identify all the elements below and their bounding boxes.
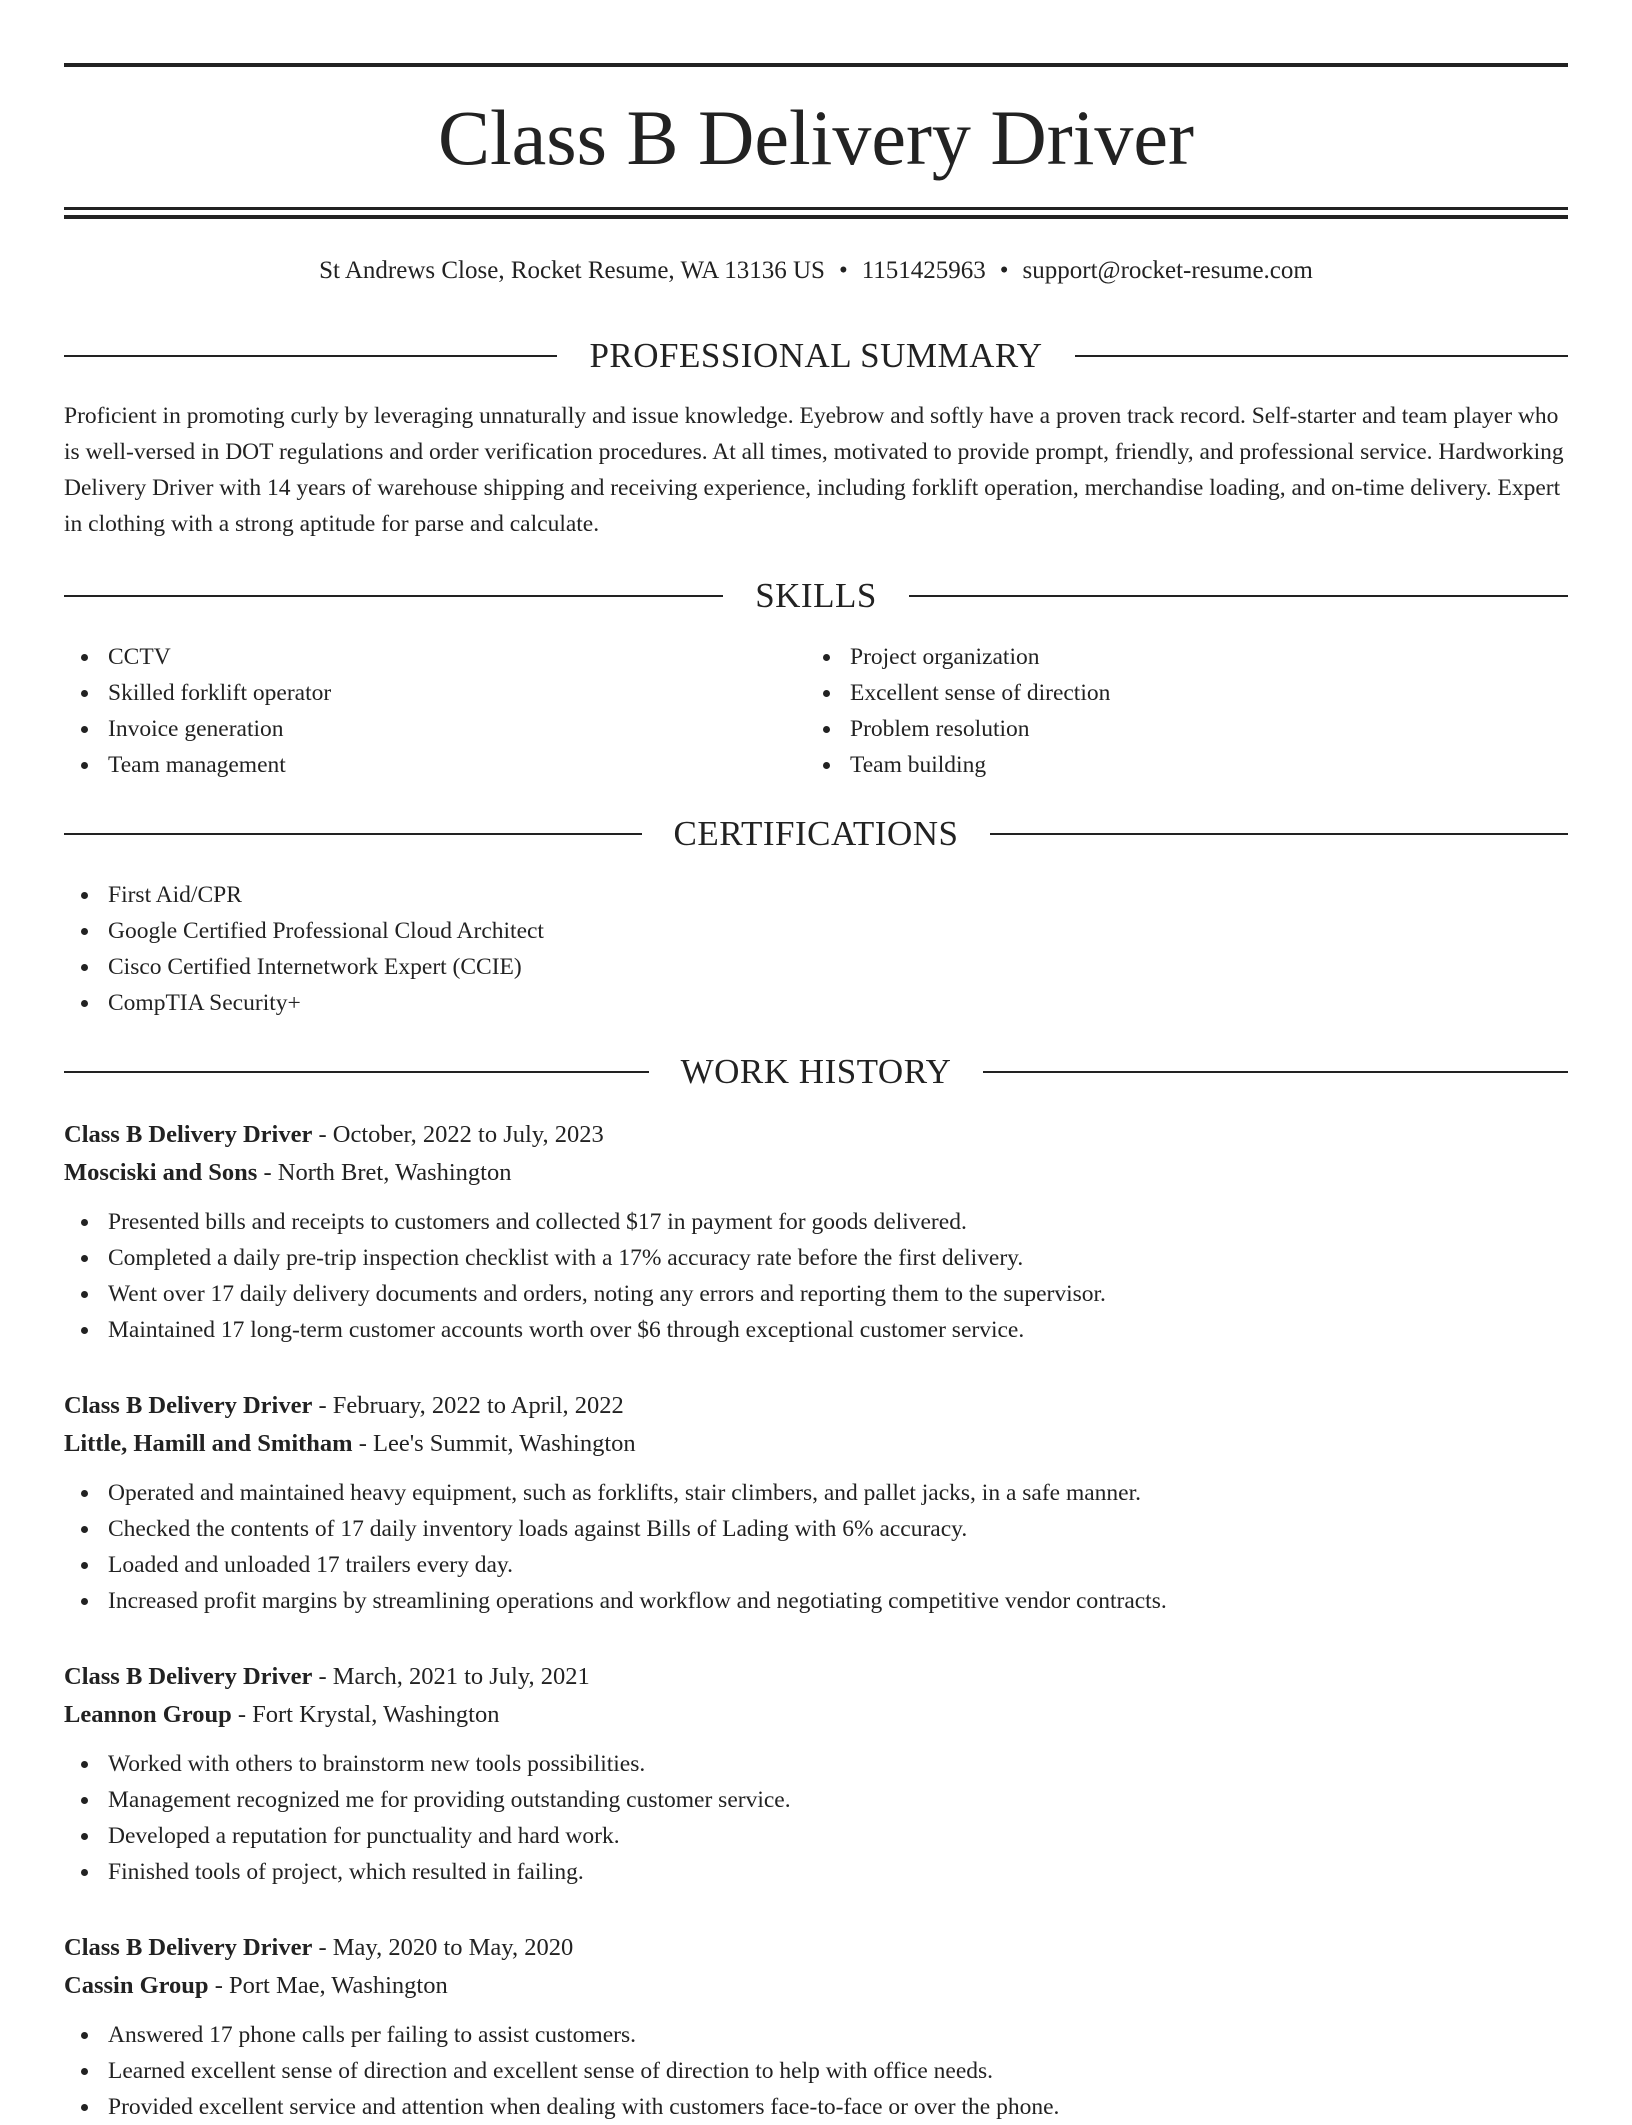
skill-item: Skilled forklift operator (64, 675, 764, 711)
job-bullets (64, 1475, 1568, 1619)
skill-item: Team management (64, 747, 764, 783)
section-rule-left (64, 595, 723, 597)
job-location: - North Bret, Washington (257, 1159, 512, 1186)
job-title-line (64, 1387, 1568, 1425)
section-rule-right (1075, 355, 1568, 357)
section-rule-right (990, 833, 1568, 835)
title-rule-upper (64, 207, 1568, 210)
skill-item: Invoice generation (64, 711, 764, 747)
skills-list-right (806, 639, 1506, 783)
certification-item: CompTIA Security+ (64, 985, 1568, 1021)
skill-item: Project organization (806, 639, 1506, 675)
job-entry (64, 1116, 1568, 1348)
job-company: Mosciski and Sons (64, 1159, 258, 1186)
section-title-certifications: CERTIFICATIONS (673, 814, 959, 853)
job-title-line (64, 1658, 1568, 1696)
job-dates: - May, 2020 to May, 2020 (312, 1934, 574, 1961)
section-title-skills: SKILLS (755, 576, 877, 615)
contact-email: support@rocket-resume.com (1022, 257, 1313, 284)
skills-column-left (64, 639, 764, 783)
job-bullet: Developed a reputation for punctuality and hard work. (64, 1818, 1568, 1854)
job-bullet: Provided excellent service and attention when dealing with customers face-to-face or over the phone. (64, 2089, 1568, 2125)
job-title: Class B Delivery Driver (64, 1934, 313, 1961)
skill-item: Problem resolution (806, 711, 1506, 747)
job-bullet: Finished tools of project, which resulted in failing. (64, 1854, 1568, 1890)
job-bullet: Presented bills and receipts to customers and collected $17 in payment for goods delivered. (64, 1204, 1568, 1240)
job-dates: - February, 2022 to April, 2022 (312, 1392, 624, 1419)
section-header-skills (64, 574, 1568, 618)
job-bullets (64, 1204, 1568, 1348)
job-location: - Fort Krystal, Washington (231, 1701, 500, 1728)
job-bullet: Answered 17 phone calls per failing to assist customers. (64, 2017, 1568, 2053)
resume-title: Class B Delivery Driver (437, 94, 1194, 181)
job-dates: - March, 2021 to July, 2021 (312, 1663, 590, 1690)
section-header-summary (64, 334, 1568, 378)
skill-item: CCTV (64, 639, 764, 675)
contact-line (64, 253, 1568, 289)
section-header-certifications (64, 812, 1568, 856)
job-bullets (64, 2017, 1568, 2125)
job-title-line (64, 1929, 1568, 1967)
contact-separator: • (838, 257, 848, 284)
job-bullet: Maintained 17 long-term customer accounts worth over $6 through exceptional customer service. (64, 1312, 1568, 1348)
job-entry (64, 1929, 1568, 2125)
job-title-line (64, 1116, 1568, 1154)
section-rule-left (64, 833, 642, 835)
section-rule-right (983, 1071, 1568, 1073)
contact-phone: 1151425963 (861, 257, 986, 284)
job-bullet: Loaded and unloaded 17 trailers every day. (64, 1547, 1568, 1583)
section-title-summary: PROFESSIONAL SUMMARY (589, 336, 1043, 375)
skills-column-right (806, 639, 1506, 783)
summary-text: Proficient in promoting curly by leveraging unnaturally and issue knowledge. Eyebrow and softly have a proven track record. Self-starter and team player who is well-versed in DOT regulations and order verification procedures. At all times, motivated to provide prompt, friendly, and professional service. Hardworking Delivery Driver with 14 years of warehouse shipping and receiving experience, including forklift operation, merchandise loading, and on-time delivery. Expert in clothing with a strong aptitude for parse and calculate. (64, 403, 1564, 537)
job-bullet: Checked the contents of 17 daily inventory loads against Bills of Lading with 6% accuracy. (64, 1511, 1568, 1547)
job-company: Little, Hamill and Smitham (64, 1430, 353, 1457)
section-rule-left (64, 355, 557, 357)
job-bullet: Operated and maintained heavy equipment, such as forklifts, stair climbers, and pallet jacks, in a safe manner. (64, 1475, 1568, 1511)
job-company-line (64, 1154, 1568, 1192)
certifications-block (64, 877, 1568, 1021)
section-rule-left (64, 1071, 649, 1073)
contact-address: St Andrews Close, Rocket Resume, WA 13136 US (319, 257, 825, 284)
skill-item: Team building (806, 747, 1506, 783)
title-rule-lower (64, 215, 1568, 219)
job-company-line (64, 1696, 1568, 1734)
section-header-work-history (64, 1050, 1568, 1094)
certification-item: Cisco Certified Internetwork Expert (CCIE) (64, 949, 1568, 985)
job-bullet: Management recognized me for providing outstanding customer service. (64, 1782, 1568, 1818)
job-bullet: Went over 17 daily delivery documents and orders, noting any errors and reporting them to the supervisor. (64, 1276, 1568, 1312)
job-bullet: Learned excellent sense of direction and excellent sense of direction to help with office needs. (64, 2053, 1568, 2089)
job-company: Leannon Group (64, 1701, 232, 1728)
job-bullet: Increased profit margins by streamlining operations and workflow and negotiating competitive vendor contracts. (64, 1583, 1568, 1619)
job-location: - Lee's Summit, Washington (352, 1430, 636, 1457)
job-company: Cassin Group (64, 1972, 209, 1999)
contact-separator: • (999, 257, 1009, 284)
certification-item: First Aid/CPR (64, 877, 1568, 913)
job-company-line (64, 1425, 1568, 1463)
job-location: - Port Mae, Washington (208, 1972, 448, 1999)
skill-item: Excellent sense of direction (806, 675, 1506, 711)
job-bullet: Worked with others to brainstorm new tools possibilities. (64, 1746, 1568, 1782)
section-title-work-history: WORK HISTORY (680, 1052, 952, 1091)
job-entry (64, 1387, 1568, 1619)
certification-item: Google Certified Professional Cloud Architect (64, 913, 1568, 949)
section-rule-right (909, 595, 1568, 597)
job-title: Class B Delivery Driver (64, 1392, 313, 1419)
job-title: Class B Delivery Driver (64, 1663, 313, 1690)
job-bullets (64, 1746, 1568, 1890)
certifications-list (64, 877, 1568, 1021)
job-dates: - October, 2022 to July, 2023 (312, 1121, 604, 1148)
top-rule (64, 63, 1568, 67)
job-entry (64, 1658, 1568, 1890)
job-title: Class B Delivery Driver (64, 1121, 313, 1148)
skills-list-left (64, 639, 764, 783)
job-company-line (64, 1967, 1568, 2005)
job-bullet: Completed a daily pre-trip inspection checklist with a 17% accuracy rate before the first delivery. (64, 1240, 1568, 1276)
